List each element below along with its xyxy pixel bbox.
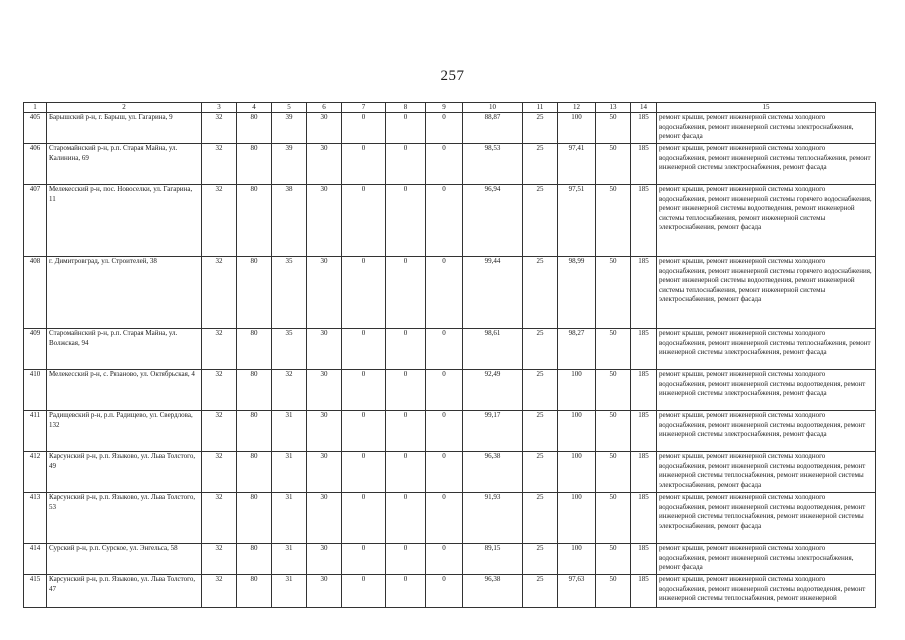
column-header-5: 5 (272, 103, 307, 113)
cell-c8: 0 (386, 493, 426, 544)
table-row (24, 370, 876, 411)
column-header-15: 15 (657, 103, 876, 113)
cell-no: 415 (24, 575, 47, 608)
cell-c12: 100 (558, 544, 596, 575)
cell-c4: 80 (237, 257, 272, 329)
cell-c14: 185 (631, 575, 657, 608)
table-row (24, 257, 876, 329)
cell-c9: 0 (426, 452, 463, 493)
cell-c13: 50 (596, 411, 631, 452)
cell-c12: 100 (558, 370, 596, 411)
cell-c12: 100 (558, 493, 596, 544)
cell-c10: 98,53 (463, 144, 523, 185)
cell-c10: 96,38 (463, 452, 523, 493)
cell-c6: 30 (307, 493, 342, 544)
cell-c10: 96,94 (463, 185, 523, 257)
cell-c13: 50 (596, 113, 631, 144)
cell-c3: 32 (202, 575, 237, 608)
cell-address: Карсунский р-н, р.п. Языково, ул. Льва Толстого, 47 (47, 575, 202, 608)
cell-c12: 100 (558, 452, 596, 493)
cell-c14: 185 (631, 185, 657, 257)
cell-c4: 80 (237, 493, 272, 544)
cell-c3: 32 (202, 411, 237, 452)
cell-c5: 31 (272, 452, 307, 493)
cell-c3: 32 (202, 185, 237, 257)
cell-c8: 0 (386, 329, 426, 370)
cell-c6: 30 (307, 257, 342, 329)
cell-c4: 80 (237, 144, 272, 185)
table-row (24, 544, 876, 575)
cell-c9: 0 (426, 144, 463, 185)
cell-c13: 50 (596, 544, 631, 575)
cell-c11: 25 (523, 544, 558, 575)
cell-c5: 39 (272, 113, 307, 144)
column-header-2: 2 (47, 103, 202, 113)
cell-c3: 32 (202, 493, 237, 544)
cell-c7: 0 (342, 113, 386, 144)
table-row (24, 493, 876, 544)
cell-c11: 25 (523, 411, 558, 452)
column-header-6: 6 (307, 103, 342, 113)
cell-c11: 25 (523, 144, 558, 185)
table-body (24, 113, 876, 608)
cell-c5: 35 (272, 257, 307, 329)
cell-c10: 99,44 (463, 257, 523, 329)
cell-c10: 89,15 (463, 544, 523, 575)
table-row (24, 575, 876, 608)
cell-c9: 0 (426, 113, 463, 144)
cell-c6: 30 (307, 411, 342, 452)
cell-c12: 97,51 (558, 185, 596, 257)
cell-c7: 0 (342, 411, 386, 452)
cell-c10: 96,38 (463, 575, 523, 608)
cell-c6: 30 (307, 329, 342, 370)
cell-c6: 30 (307, 575, 342, 608)
cell-c8: 0 (386, 370, 426, 411)
cell-c10: 91,93 (463, 493, 523, 544)
cell-address: Барышский р-н, г. Барыш, ул. Гагарина, 9 (47, 113, 202, 144)
cell-address: Сурский р-н, р.п. Сурское, ул. Энгельса, 58 (47, 544, 202, 575)
cell-c4: 80 (237, 452, 272, 493)
column-header-11: 11 (523, 103, 558, 113)
cell-c12: 100 (558, 411, 596, 452)
cell-c14: 185 (631, 113, 657, 144)
cell-no: 411 (24, 411, 47, 452)
cell-c13: 50 (596, 493, 631, 544)
cell-c3: 32 (202, 113, 237, 144)
cell-c6: 30 (307, 144, 342, 185)
cell-c6: 30 (307, 544, 342, 575)
cell-c5: 38 (272, 185, 307, 257)
cell-c9: 0 (426, 185, 463, 257)
cell-c6: 30 (307, 452, 342, 493)
cell-c6: 30 (307, 113, 342, 144)
cell-c13: 50 (596, 575, 631, 608)
cell-c14: 185 (631, 411, 657, 452)
cell-c7: 0 (342, 329, 386, 370)
cell-c14: 185 (631, 452, 657, 493)
cell-works: ремонт крыши, ремонт инженерной системы холодного водоснабжения, ремонт инженерной системы теплоснабжения, ремонт инженерной системы электроснабжения, ремонт фасада (657, 329, 876, 370)
cell-works: ремонт крыши, ремонт инженерной системы холодного водоснабжения, ремонт инженерной системы теплоснабжения, ремонт инженерной системы электроснабжения, ремонт фасада (657, 144, 876, 185)
cell-no: 413 (24, 493, 47, 544)
cell-c4: 80 (237, 185, 272, 257)
cell-address: Старомайнский р-н, р.п. Старая Майна, ул. Калинина, 69 (47, 144, 202, 185)
column-header-13: 13 (596, 103, 631, 113)
cell-works: ремонт крыши, ремонт инженерной системы холодного водоснабжения, ремонт инженерной системы водоотведения, ремонт инженерной системы теплоснабжения, ремонт инженерной системы электроснабжения, ремонт фасада (657, 452, 876, 493)
cell-c4: 80 (237, 575, 272, 608)
cell-c14: 185 (631, 257, 657, 329)
cell-c3: 32 (202, 452, 237, 493)
cell-no: 406 (24, 144, 47, 185)
cell-c4: 80 (237, 544, 272, 575)
cell-address: Мелекесский р-н, с. Рязаново, ул. Октябрьская, 4 (47, 370, 202, 411)
cell-c9: 0 (426, 544, 463, 575)
cell-c5: 35 (272, 329, 307, 370)
cell-address: г. Димитровград, ул. Строителей, 38 (47, 257, 202, 329)
cell-c12: 98,99 (558, 257, 596, 329)
cell-works: ремонт крыши, ремонт инженерной системы холодного водоснабжения, ремонт инженерной системы водоотведения, ремонт инженерной системы теплоснабжения, ремонт инженерной (657, 575, 876, 608)
cell-c11: 25 (523, 185, 558, 257)
cell-no: 410 (24, 370, 47, 411)
cell-address: Карсунский р-н, р.п. Языково, ул. Льва Толстого, 53 (47, 493, 202, 544)
cell-c3: 32 (202, 144, 237, 185)
cell-c7: 0 (342, 575, 386, 608)
cell-no: 408 (24, 257, 47, 329)
cell-address: Карсунский р-н, р.п. Языково, ул. Льва Толстого, 49 (47, 452, 202, 493)
column-header-10: 10 (463, 103, 523, 113)
cell-c12: 97,41 (558, 144, 596, 185)
cell-address: Мелекесский р-н, пос. Новоселки, ул. Гагарина, 11 (47, 185, 202, 257)
cell-c7: 0 (342, 493, 386, 544)
cell-c5: 32 (272, 370, 307, 411)
cell-c7: 0 (342, 370, 386, 411)
cell-c7: 0 (342, 257, 386, 329)
cell-c13: 50 (596, 329, 631, 370)
cell-c9: 0 (426, 411, 463, 452)
cell-c9: 0 (426, 329, 463, 370)
cell-c11: 25 (523, 329, 558, 370)
column-header-12: 12 (558, 103, 596, 113)
cell-works: ремонт крыши, ремонт инженерной системы холодного водоснабжения, ремонт инженерной системы водоотведения, ремонт инженерной системы электроснабжения, ремонт фасада (657, 370, 876, 411)
table-row (24, 452, 876, 493)
cell-no: 407 (24, 185, 47, 257)
column-header-1: 1 (24, 103, 47, 113)
cell-c12: 97,63 (558, 575, 596, 608)
cell-address: Радищевский р-н, р.п. Радищево, ул. Свердлова, 132 (47, 411, 202, 452)
cell-c3: 32 (202, 370, 237, 411)
header-row (24, 103, 876, 113)
cell-c11: 25 (523, 113, 558, 144)
cell-c10: 99,17 (463, 411, 523, 452)
cell-c11: 25 (523, 452, 558, 493)
cell-c13: 50 (596, 257, 631, 329)
cell-c5: 39 (272, 144, 307, 185)
cell-c14: 185 (631, 144, 657, 185)
cell-c7: 0 (342, 452, 386, 493)
cell-works: ремонт крыши, ремонт инженерной системы холодного водоснабжения, ремонт инженерной системы электроснабжения, ремонт фасада (657, 544, 876, 575)
cell-no: 409 (24, 329, 47, 370)
cell-c8: 0 (386, 575, 426, 608)
cell-c9: 0 (426, 257, 463, 329)
cell-c11: 25 (523, 370, 558, 411)
cell-works: ремонт крыши, ремонт инженерной системы холодного водоснабжения, ремонт инженерной системы водоотведения, ремонт инженерной системы электроснабжения, ремонт фасада (657, 411, 876, 452)
cell-c10: 98,61 (463, 329, 523, 370)
table-row (24, 144, 876, 185)
cell-no: 414 (24, 544, 47, 575)
cell-c7: 0 (342, 544, 386, 575)
cell-c11: 25 (523, 257, 558, 329)
cell-no: 405 (24, 113, 47, 144)
cell-c10: 92,49 (463, 370, 523, 411)
cell-c4: 80 (237, 329, 272, 370)
table-row (24, 185, 876, 257)
cell-c8: 0 (386, 411, 426, 452)
cell-c14: 185 (631, 370, 657, 411)
cell-c13: 50 (596, 370, 631, 411)
page-number: 257 (440, 68, 465, 84)
table-header (24, 103, 876, 113)
cell-c8: 0 (386, 144, 426, 185)
cell-c13: 50 (596, 185, 631, 257)
column-header-4: 4 (237, 103, 272, 113)
cell-no: 412 (24, 452, 47, 493)
cell-c12: 98,27 (558, 329, 596, 370)
cell-address: Старомайнский р-н, р.п. Старая Майна, ул. Волжская, 94 (47, 329, 202, 370)
cell-c10: 88,87 (463, 113, 523, 144)
cell-c11: 25 (523, 575, 558, 608)
cell-c5: 31 (272, 575, 307, 608)
cell-c9: 0 (426, 370, 463, 411)
cell-c3: 32 (202, 544, 237, 575)
cell-c8: 0 (386, 185, 426, 257)
cell-c7: 0 (342, 185, 386, 257)
column-header-3: 3 (202, 103, 237, 113)
cell-c8: 0 (386, 452, 426, 493)
cell-c9: 0 (426, 575, 463, 608)
cell-c3: 32 (202, 257, 237, 329)
cell-c11: 25 (523, 493, 558, 544)
cell-c6: 30 (307, 370, 342, 411)
cell-c5: 31 (272, 411, 307, 452)
cell-c8: 0 (386, 113, 426, 144)
cell-c7: 0 (342, 144, 386, 185)
cell-c13: 50 (596, 144, 631, 185)
cell-c3: 32 (202, 329, 237, 370)
table-row (24, 411, 876, 452)
cell-c14: 185 (631, 329, 657, 370)
cell-c5: 31 (272, 544, 307, 575)
cell-c5: 31 (272, 493, 307, 544)
cell-c8: 0 (386, 257, 426, 329)
column-header-7: 7 (342, 103, 386, 113)
cell-works: ремонт крыши, ремонт инженерной системы холодного водоснабжения, ремонт инженерной системы горячего водоснабжения, ремонт инженерной системы водоотведения, ремонт инженерной системы теплоснабжения, ремонт инженерной системы электроснабжения, ремонт фасада (657, 257, 876, 329)
table-row (24, 329, 876, 370)
cell-works: ремонт крыши, ремонт инженерной системы холодного водоснабжения, ремонт инженерной системы водоотведения, ремонт инженерной системы теплоснабжения, ремонт инженерной системы электроснабжения, ремонт фасада (657, 493, 876, 544)
cell-c14: 185 (631, 493, 657, 544)
cell-c13: 50 (596, 452, 631, 493)
registry-table (23, 102, 876, 608)
cell-works: ремонт крыши, ремонт инженерной системы холодного водоснабжения, ремонт инженерной системы горячего водоснабжения, ремонт инженерной системы водоотведения, ремонт инженерной системы теплоснабжения, ремонт инженерной системы электроснабжения, ремонт фасада (657, 185, 876, 257)
table-row (24, 113, 876, 144)
cell-c12: 100 (558, 113, 596, 144)
column-header-9: 9 (426, 103, 463, 113)
cell-c9: 0 (426, 493, 463, 544)
column-header-8: 8 (386, 103, 426, 113)
cell-c4: 80 (237, 113, 272, 144)
cell-c4: 80 (237, 370, 272, 411)
cell-works: ремонт крыши, ремонт инженерной системы холодного водоснабжения, ремонт инженерной системы электроснабжения, ремонт фасада (657, 113, 876, 144)
cell-c6: 30 (307, 185, 342, 257)
column-header-14: 14 (631, 103, 657, 113)
cell-c4: 80 (237, 411, 272, 452)
cell-c8: 0 (386, 544, 426, 575)
cell-c14: 185 (631, 544, 657, 575)
